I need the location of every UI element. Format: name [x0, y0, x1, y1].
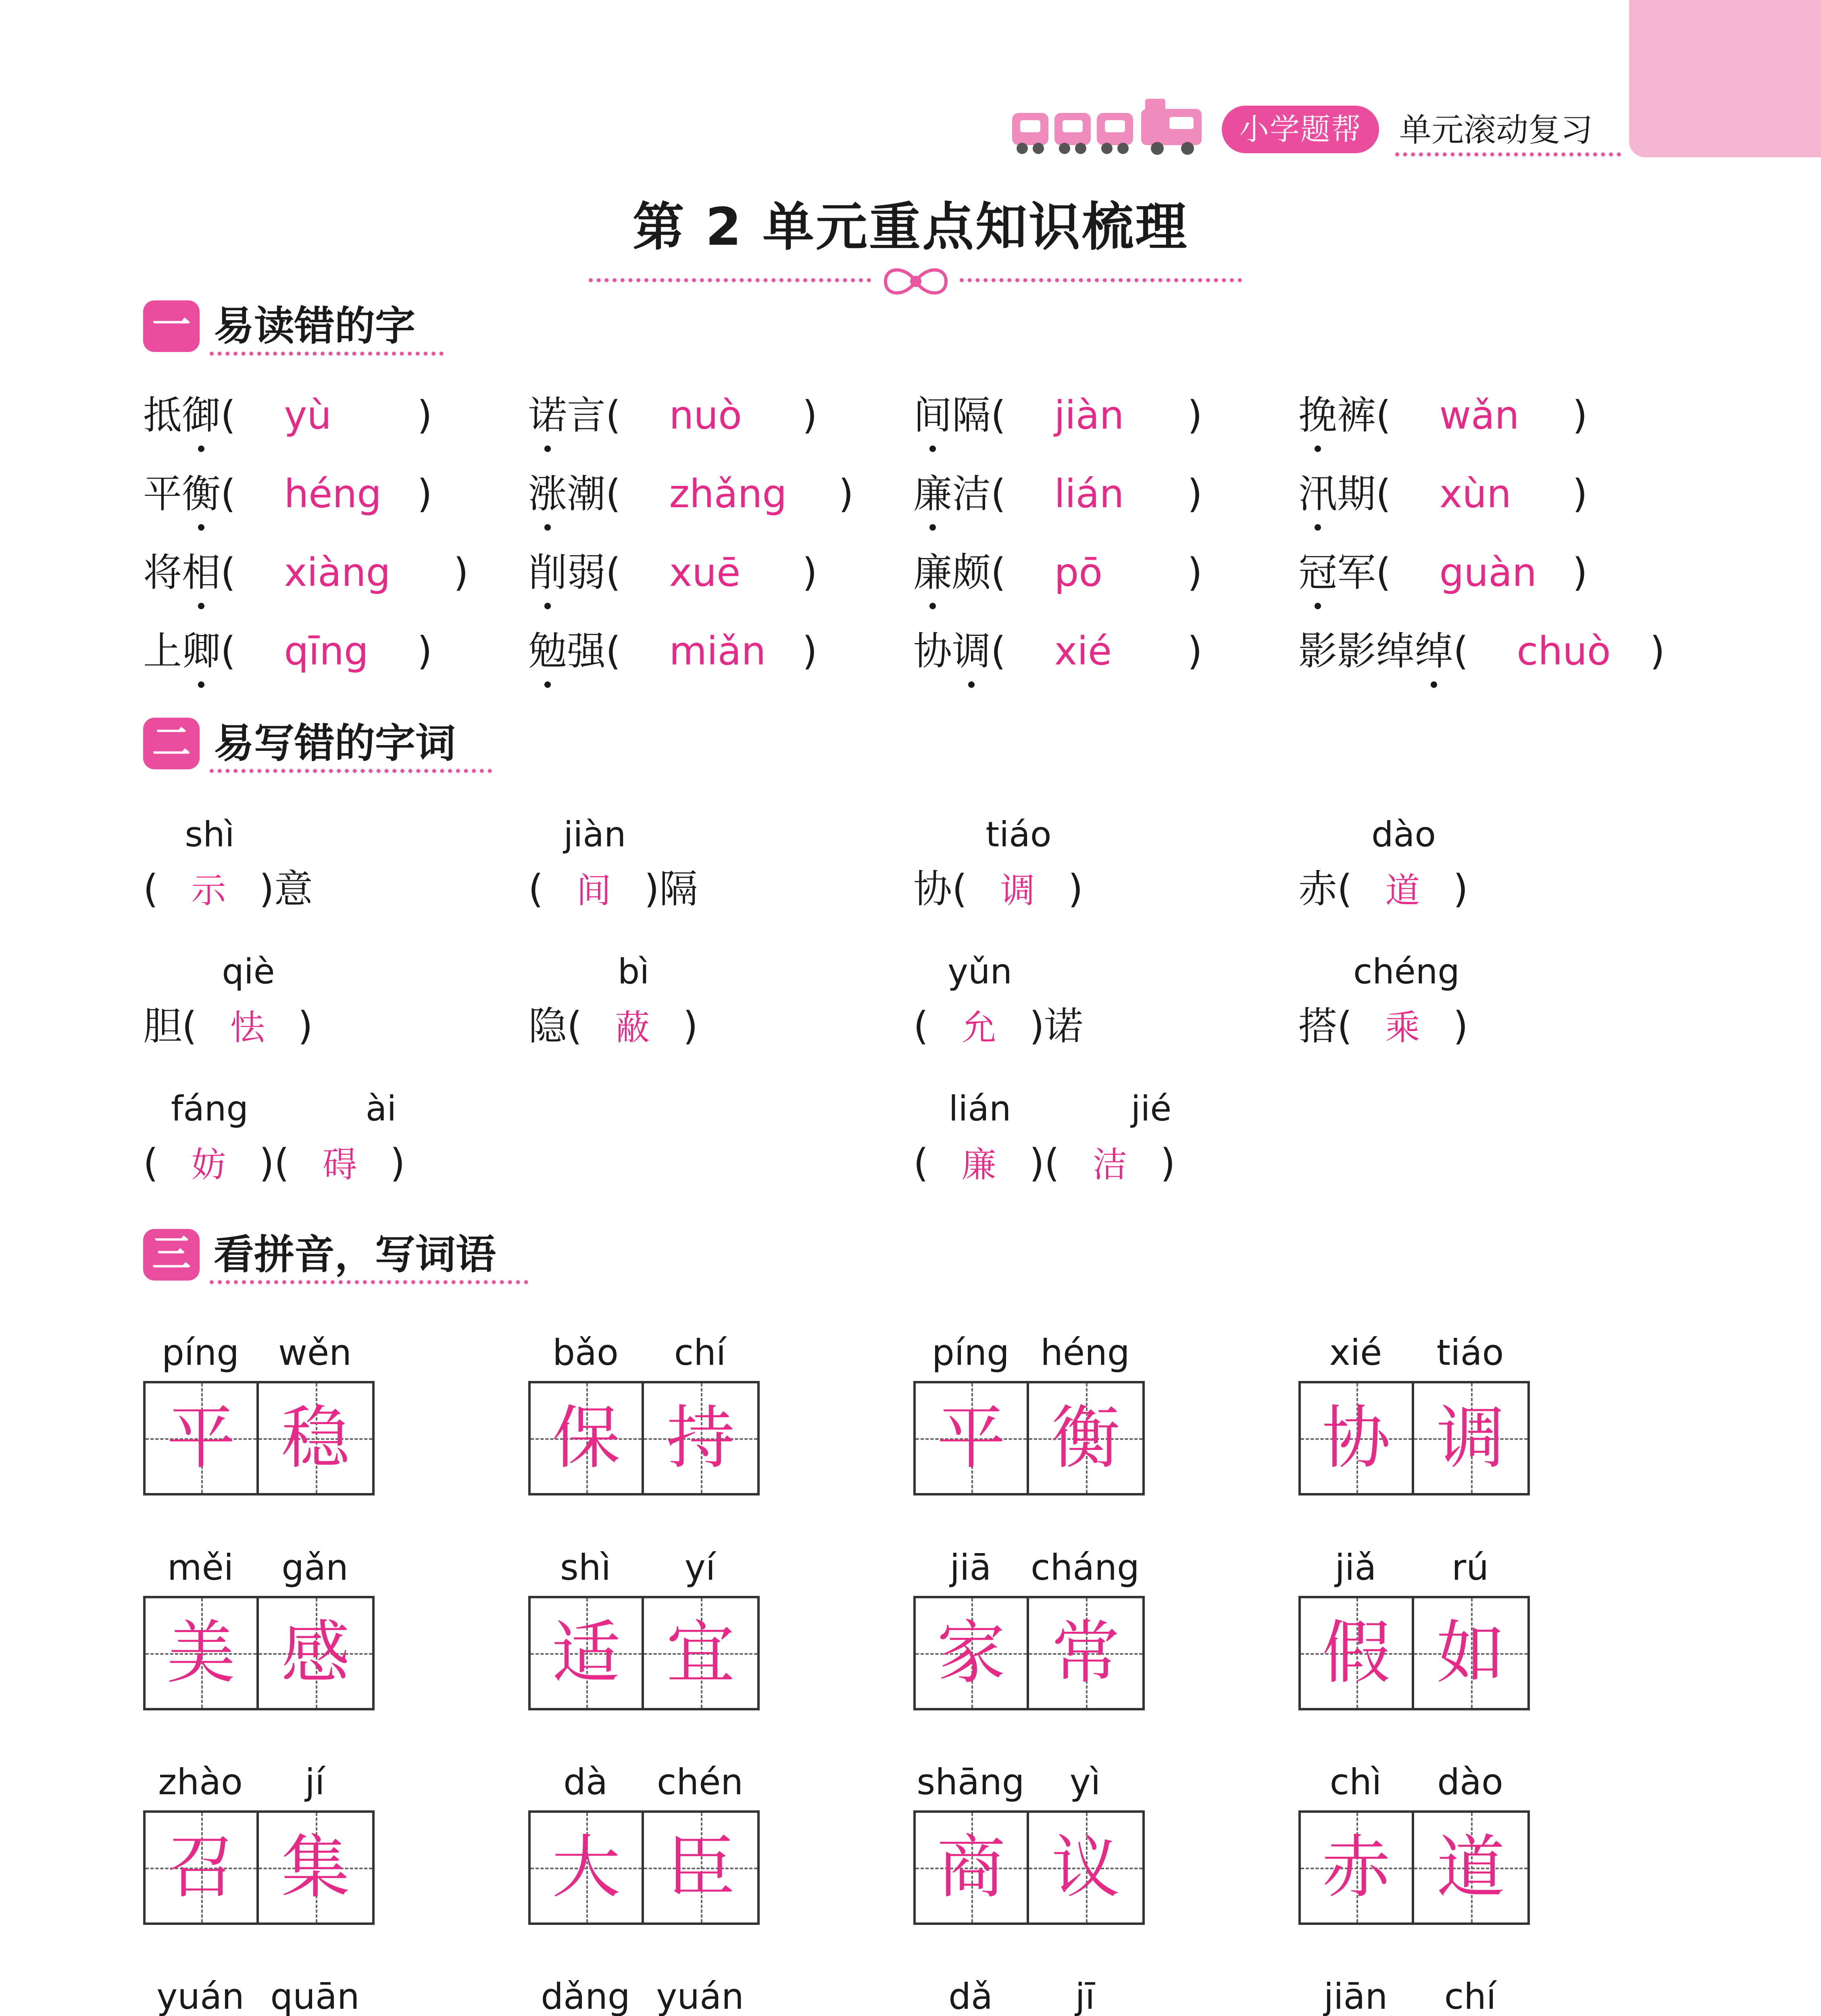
word-blank [1298, 863, 1468, 917]
emphasis-dot [929, 446, 936, 452]
pinyin-syllable: chí [674, 1332, 726, 1373]
emphasis-dot [968, 681, 975, 688]
pinyin-syllable: cháng [1031, 1547, 1140, 1588]
given-char: 协 [913, 866, 952, 912]
pinyin-row [143, 1760, 372, 1804]
written-answer: 廉 [961, 1145, 996, 1185]
title-divider-right [960, 278, 1242, 282]
close-paren: ) [1650, 629, 1665, 674]
reading-word: 诺言 [528, 393, 606, 438]
reading-answer: xuē [669, 550, 741, 595]
tianzige-grid [913, 1381, 1145, 1495]
pinyin-syllable: jí [305, 1761, 325, 1803]
open-paren: ( [606, 471, 621, 516]
emphasis-dot [544, 524, 551, 531]
emphasis-dot [1431, 681, 1437, 688]
tianzige-grid [913, 1810, 1145, 1925]
close-paren: ) [802, 393, 817, 438]
close-paren: ) [1187, 393, 1202, 438]
tianzige-cell [1301, 1383, 1414, 1493]
pinyin-syllable: jiǎ [1335, 1547, 1377, 1588]
reading-answer: yù [284, 393, 332, 438]
written-character: 平 [937, 1398, 1006, 1478]
pinyin-row [528, 1545, 757, 1590]
pinyin-syllable: chén [656, 1761, 744, 1803]
pinyin-syllable: dǎ [948, 1976, 993, 2016]
tianzige-cell [259, 1813, 372, 1922]
reading-answer: chuò [1517, 629, 1611, 674]
tianzige-cell [1029, 1813, 1142, 1922]
pinyin-syllable: tiáo [1436, 1332, 1504, 1373]
reading-answer: xié [1054, 629, 1112, 674]
pinyin-syllable: jiā [950, 1547, 992, 1588]
close-paren: ) [417, 471, 432, 516]
pinyin-syllable: dào [1437, 1761, 1503, 1803]
tianzige-cell [916, 1813, 1029, 1922]
pinyin-syllable: jiān [1323, 1976, 1388, 2016]
open-paren: ( [567, 1004, 582, 1049]
pinyin-syllable: chí [1444, 1976, 1496, 2016]
reading-word: 协调 [913, 629, 991, 674]
reading-item [913, 466, 1202, 522]
open-paren: ( [274, 1141, 290, 1186]
word-blank-pair [913, 1137, 1175, 1191]
close-paren: ) [802, 550, 817, 595]
brand-badge: 小学题帮 [1222, 106, 1379, 153]
written-character: 假 [1322, 1613, 1391, 1693]
page-title: 第 2 单元重点知识梳理 [632, 197, 1189, 257]
pinyin-syllable: héng [1040, 1332, 1130, 1373]
open-paren: ( [606, 550, 621, 595]
blank-pinyin: tiáo [986, 814, 1052, 855]
reading-word: 勉强 [528, 629, 606, 674]
tianzige-cell [1301, 1813, 1414, 1922]
written-character: 协 [1322, 1398, 1391, 1478]
emphasis-dot [544, 603, 551, 609]
pinyin-syllable: wěn [278, 1332, 352, 1373]
word-blank [913, 1000, 1083, 1054]
given-char: 意 [274, 866, 313, 912]
close-paren: ) [1572, 471, 1588, 516]
blank-pinyin: qiè [222, 952, 275, 992]
reading-item [913, 387, 1202, 444]
word-blank [1298, 1000, 1468, 1054]
reading-answer: nuò [669, 393, 742, 438]
open-paren: ( [913, 1141, 929, 1186]
written-character: 宜 [666, 1613, 735, 1693]
pinyin-syllable: bǎo [552, 1332, 619, 1373]
pinyin-row [528, 1331, 757, 1375]
written-character: 保 [552, 1398, 621, 1478]
given-char: 隐 [528, 1004, 567, 1049]
tianzige-cell [644, 1383, 757, 1493]
given-char: 胆 [143, 1004, 182, 1049]
reading-word: 冠军 [1298, 550, 1376, 595]
open-paren: ( [221, 629, 236, 674]
close-paren: ) [1160, 1141, 1175, 1186]
blank-pinyin: jiàn [563, 814, 626, 855]
tianzige-cell [146, 1813, 259, 1922]
close-paren: ) [1029, 1004, 1044, 1049]
emphasis-dot [198, 681, 204, 688]
open-paren: ( [1044, 1141, 1060, 1186]
close-paren: ) [259, 866, 274, 912]
reading-word: 廉洁 [913, 471, 991, 516]
close-paren: ) [1453, 1004, 1468, 1049]
open-paren: ( [528, 866, 544, 912]
open-paren: ( [143, 1141, 158, 1186]
written-character: 商 [937, 1828, 1006, 1908]
tianzige-grid [528, 1810, 760, 1925]
close-paren: ) [417, 393, 432, 438]
tianzige-cell [916, 1383, 1029, 1493]
reading-word: 挽裤 [1298, 393, 1376, 438]
reading-item [913, 544, 1202, 601]
open-paren: ( [1453, 629, 1469, 674]
written-character: 感 [281, 1613, 350, 1693]
given-char: 赤 [1298, 866, 1337, 912]
emphasis-dot [1315, 524, 1321, 531]
pinyin-row [528, 1974, 757, 2016]
tianzige-grid [143, 1596, 375, 1710]
emphasis-dot [1315, 603, 1321, 609]
corner-tab [1629, 0, 1821, 157]
tianzige-cell [146, 1383, 259, 1493]
reading-word: 抵御 [143, 393, 221, 438]
title-divider-left [589, 278, 871, 282]
open-paren: ( [1376, 471, 1391, 516]
pinyin-row [1298, 1545, 1527, 1590]
close-paren: ) [683, 1004, 698, 1049]
pinyin-syllable: rú [1452, 1547, 1489, 1588]
close-paren: ) [259, 1141, 274, 1186]
open-paren: ( [1376, 550, 1391, 595]
reading-word: 平衡 [143, 471, 221, 516]
close-paren: ) [1068, 866, 1083, 912]
section-title-3: 看拼音，写词语 [214, 1231, 496, 1278]
open-paren: ( [952, 866, 967, 912]
section-badge-1: 一 [143, 300, 200, 352]
word-blank-pair [143, 1137, 405, 1191]
tianzige-cell [1414, 1813, 1527, 1922]
pinyin-syllable: jī [1075, 1976, 1095, 2016]
reading-answer: wǎn [1439, 393, 1519, 438]
pinyin-syllable: xié [1329, 1332, 1382, 1373]
written-character: 召 [167, 1828, 235, 1908]
written-character: 赤 [1322, 1828, 1391, 1908]
reading-word: 涨潮 [528, 471, 606, 516]
section-underline-3 [210, 1280, 528, 1284]
open-paren: ( [606, 393, 621, 438]
tianzige-cell [1029, 1598, 1142, 1708]
pinyin-syllable: quān [270, 1976, 360, 2016]
reading-item [528, 544, 817, 601]
reading-answer: xiàng [284, 550, 391, 595]
emphasis-dot [929, 603, 936, 609]
open-paren: ( [182, 1004, 197, 1049]
written-character: 适 [552, 1613, 621, 1693]
pinyin-row [1298, 1974, 1527, 2016]
word-blank [913, 863, 1083, 917]
reading-answer: qīng [284, 629, 369, 674]
blank-pinyin: lián [948, 1089, 1011, 1129]
open-paren: ( [913, 1004, 929, 1049]
pinyin-syllable: píng [932, 1332, 1009, 1373]
written-answer: 允 [961, 1008, 996, 1048]
close-paren: ) [1187, 629, 1202, 674]
reading-answer: héng [284, 471, 382, 516]
pinyin-syllable: dǎng [541, 1976, 630, 2016]
given-char: 诺 [1044, 1004, 1083, 1049]
written-answer: 怯 [230, 1008, 265, 1048]
close-paren: ) [390, 1141, 405, 1186]
section-title-1: 易读错的字 [214, 302, 415, 350]
written-character: 大 [552, 1828, 621, 1908]
tianzige-cell [644, 1813, 757, 1922]
emphasis-dot [929, 524, 936, 531]
open-paren: ( [1337, 866, 1352, 912]
written-answer: 示 [191, 871, 226, 911]
tianzige-cell [1414, 1598, 1527, 1708]
reading-answer: guàn [1439, 550, 1537, 595]
pinyin-syllable: yí [684, 1547, 716, 1588]
blank-pinyin: jié [1131, 1089, 1172, 1129]
written-character: 议 [1051, 1828, 1120, 1908]
reading-item [143, 466, 432, 522]
reading-word: 将相 [143, 550, 221, 595]
open-paren: ( [221, 471, 236, 516]
reading-answer: lián [1054, 471, 1124, 516]
written-answer: 妨 [191, 1145, 226, 1185]
tianzige-cell [259, 1598, 372, 1708]
word-blank [143, 1000, 313, 1054]
word-blank [143, 863, 313, 917]
tianzige-cell [1301, 1598, 1414, 1708]
written-character: 如 [1436, 1613, 1505, 1693]
reading-answer: pō [1054, 550, 1103, 595]
open-paren: ( [991, 629, 1006, 674]
reading-word: 汛期 [1298, 471, 1376, 516]
reading-item [143, 623, 432, 679]
close-paren: ) [1572, 550, 1588, 595]
emphasis-dot [1315, 446, 1321, 452]
reading-item [143, 387, 432, 444]
pinyin-row [528, 1760, 757, 1804]
pinyin-syllable: chì [1329, 1761, 1382, 1803]
reading-item [1298, 623, 1665, 679]
close-paren: ) [1029, 1141, 1044, 1186]
close-paren: ) [1453, 866, 1468, 912]
pinyin-row [913, 1760, 1142, 1804]
written-character: 衡 [1051, 1398, 1120, 1478]
close-paren: ) [802, 629, 817, 674]
written-character: 持 [666, 1398, 735, 1478]
written-character: 臣 [666, 1828, 735, 1908]
section-underline-2 [210, 769, 492, 773]
blank-pinyin: bì [617, 952, 650, 992]
written-character: 家 [937, 1613, 1006, 1693]
tianzige-grid [1298, 1810, 1530, 1925]
emphasis-dot [198, 446, 204, 452]
written-answer: 蔽 [615, 1008, 650, 1048]
tianzige-grid [1298, 1381, 1530, 1495]
open-paren: ( [991, 471, 1006, 516]
emphasis-dot [198, 603, 204, 609]
reading-word: 上卿 [143, 629, 221, 674]
tianzige-grid [913, 1596, 1145, 1710]
written-character: 调 [1436, 1398, 1505, 1478]
brand-underline [1395, 152, 1621, 156]
tianzige-cell [531, 1383, 644, 1493]
emphasis-dot [544, 681, 551, 688]
given-char: 隔 [659, 866, 698, 912]
pinyin-syllable: yuán [156, 1976, 244, 2016]
tianzige-cell [259, 1383, 372, 1493]
unit-review-label: 单元滚动复习 [1399, 111, 1593, 149]
written-character: 美 [167, 1613, 235, 1693]
open-paren: ( [1376, 393, 1391, 438]
reading-item [528, 466, 854, 522]
reading-word: 削弱 [528, 550, 606, 595]
given-char: 搭 [1298, 1004, 1337, 1049]
blank-pinyin: ài [365, 1089, 397, 1129]
pinyin-row [1298, 1331, 1527, 1375]
written-character: 道 [1436, 1828, 1505, 1908]
pinyin-row [143, 1331, 372, 1375]
word-blank [528, 1000, 698, 1054]
reading-item [1298, 544, 1588, 601]
close-paren: ) [1187, 471, 1202, 516]
reading-item [913, 623, 1202, 679]
tianzige-grid [143, 1381, 375, 1495]
pinyin-row [913, 1331, 1142, 1375]
open-paren: ( [991, 550, 1006, 595]
pinyin-row [913, 1974, 1142, 2016]
reading-item [528, 387, 817, 444]
reading-answer: xùn [1439, 471, 1511, 516]
pinyin-syllable: shì [560, 1547, 611, 1588]
pinyin-syllable: gǎn [281, 1547, 348, 1588]
close-paren: ) [417, 629, 432, 674]
reading-item [143, 544, 469, 601]
blank-pinyin: chéng [1353, 952, 1460, 992]
pinyin-syllable: shāng [917, 1761, 1025, 1803]
pinyin-row [143, 1545, 372, 1590]
blank-pinyin: fáng [171, 1089, 249, 1129]
pinyin-syllable: píng [162, 1332, 239, 1373]
written-answer: 碍 [322, 1145, 357, 1185]
train-icon [1008, 97, 1210, 157]
reading-item [528, 623, 817, 679]
tianzige-grid [143, 1810, 375, 1925]
open-paren: ( [1337, 1004, 1352, 1049]
section-badge-3: 三 [143, 1229, 200, 1281]
tianzige-cell [146, 1598, 259, 1708]
tianzige-cell [531, 1813, 644, 1922]
reading-answer: jiàn [1054, 393, 1124, 438]
close-paren: ) [838, 471, 854, 516]
bow-icon [881, 262, 950, 301]
emphasis-dot [544, 446, 551, 452]
close-paren: ) [1187, 550, 1202, 595]
reading-item [1298, 466, 1588, 522]
tianzige-grid [528, 1381, 760, 1495]
tianzige-cell [916, 1598, 1029, 1708]
tianzige-grid [1298, 1596, 1530, 1710]
tianzige-cell [1414, 1383, 1527, 1493]
pinyin-syllable: měi [167, 1547, 234, 1588]
written-answer: 调 [1000, 871, 1035, 911]
pinyin-syllable: dà [563, 1761, 608, 1803]
written-character: 常 [1051, 1613, 1120, 1693]
written-character: 平 [167, 1398, 235, 1478]
written-answer: 乘 [1385, 1008, 1420, 1048]
tianzige-grid [528, 1596, 760, 1710]
blank-pinyin: shì [185, 814, 235, 855]
pinyin-row [143, 1974, 372, 2016]
tianzige-cell [531, 1598, 644, 1708]
pinyin-row [1298, 1760, 1527, 1804]
written-character: 稳 [281, 1398, 350, 1478]
pinyin-syllable: yuán [656, 1976, 744, 2016]
emphasis-dot [198, 524, 204, 531]
reading-word: 廉颇 [913, 550, 991, 595]
written-answer: 道 [1385, 871, 1420, 911]
reading-item [1298, 387, 1588, 444]
reading-answer: zhǎng [669, 471, 787, 516]
section-underline-1 [210, 352, 444, 356]
open-paren: ( [606, 629, 621, 674]
written-answer: 洁 [1092, 1145, 1127, 1185]
written-character: 集 [281, 1828, 350, 1908]
blank-pinyin: dào [1371, 814, 1436, 855]
open-paren: ( [221, 393, 236, 438]
open-paren: ( [991, 393, 1006, 438]
pinyin-syllable: yì [1069, 1761, 1101, 1803]
pinyin-row [913, 1545, 1142, 1590]
open-paren: ( [221, 550, 236, 595]
reading-answer: miǎn [669, 629, 766, 674]
blank-pinyin: yǔn [948, 952, 1012, 992]
close-paren: ) [298, 1004, 313, 1049]
section-title-2: 易写错的字词 [214, 720, 456, 767]
written-answer: 间 [576, 871, 611, 911]
close-paren: ) [1572, 393, 1588, 438]
section-badge-2: 二 [143, 718, 200, 769]
reading-word: 间隔 [913, 393, 991, 438]
close-paren: ) [644, 866, 659, 912]
pinyin-syllable: zhào [158, 1761, 243, 1803]
reading-word: 影影绰绰 [1298, 629, 1453, 674]
word-blank [528, 863, 698, 917]
close-paren: ) [453, 550, 469, 595]
open-paren: ( [143, 866, 158, 912]
tianzige-cell [1029, 1383, 1142, 1493]
tianzige-cell [644, 1598, 757, 1708]
